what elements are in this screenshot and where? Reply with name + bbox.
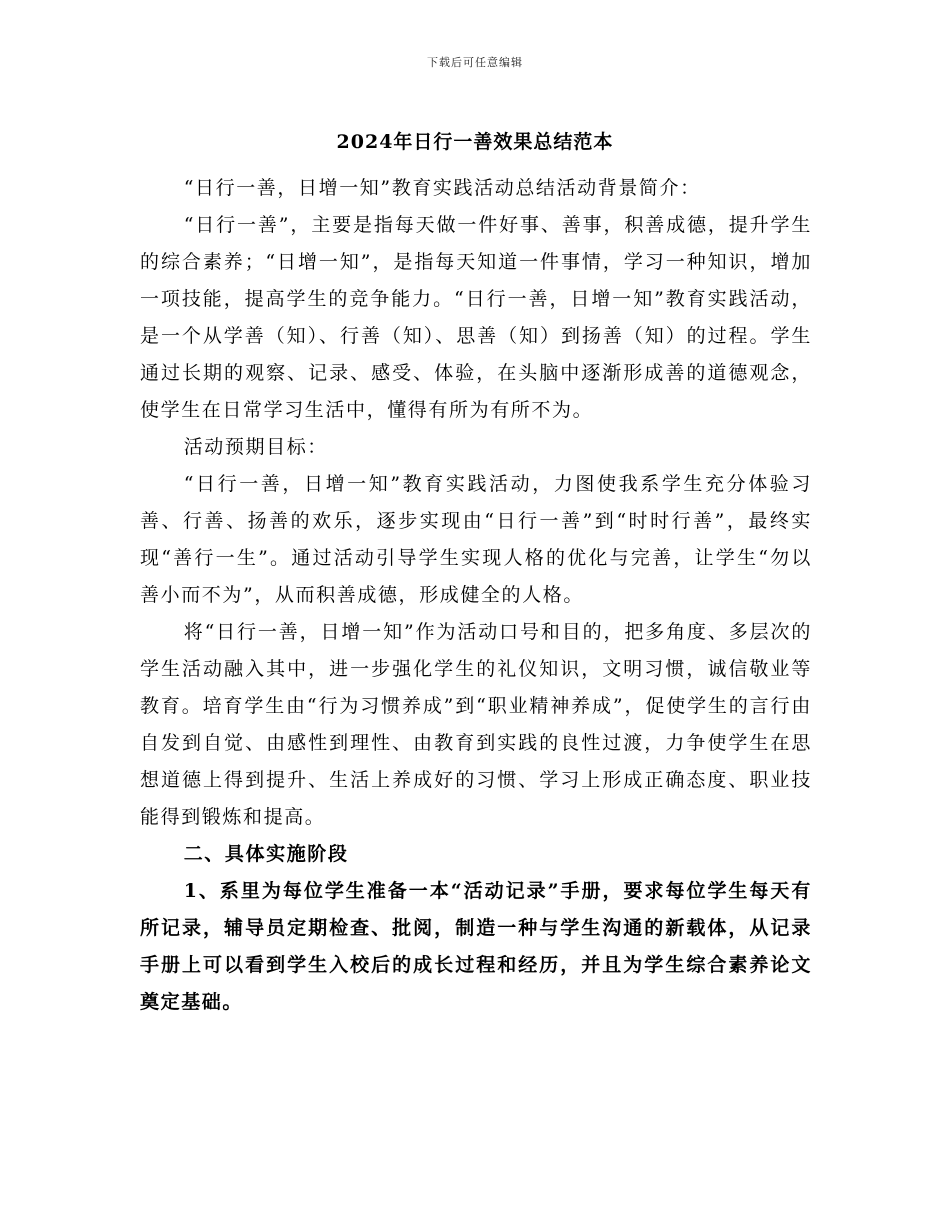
paragraph-goals-detail: “日行一善，日增一知”教育实践活动，力图使我系学生充分体验习善、行善、扬善的欢乐，逐步实现由“日行一善”到“时时行善”，最终实现“善行一生”。通过活动引导学生实现人格的优化与完善，让学生“勿以善小而不为”，从而积善成德，形成健全的人格。 (140, 473, 812, 606)
header-note: 下载后可任意编辑 (427, 56, 523, 69)
document-body (140, 170, 812, 1021)
paragraph-goals-label: 活动预期目标： (183, 436, 328, 458)
paragraph-step-one: 1、系里为每位学生准备一本“活动记录”手册，要求每位学生每天有所记录，辅导员定期检查、批阅，制造一种与学生沟通的新载体，从记录手册上可以看到学生入校后的成长过程和经历，并且为学生综合素养论文奠定基础。 (140, 880, 812, 1013)
paragraph-background-intro: “日行一善，日增一知”教育实践活动总结活动背景简介： (183, 177, 701, 199)
paragraph-background-detail: “日行一善”，主要是指每天做一件好事、善事，积善成德，提升学生的综合素养；“日增一知”，是指每天知道一件事情，学习一种知识，增加一项技能，提高学生的竞争能力。“日行一善，日增一知”教育实践活动，是一个从学善（知）、行善（知）、思善（知）到扬善（知）的过程。学生通过长期的观察、记录、感受、体验，在头脑中逐渐形成善的道德观念，使学生在日常学习生活中，懂得有所为有所不为。 (140, 214, 812, 421)
section-heading: 二、具体实施阶段 (183, 843, 349, 865)
document-title: 2024年日行一善效果总结范本 (336, 131, 614, 153)
paragraph-slogan: 将“日行一善，日增一知”作为活动口号和目的，把多角度、多层次的学生活动融入其中，进一步强化学生的礼仪知识，文明习惯，诚信敬业等教育。培育学生由“行为习惯养成”到“职业精神养成”，促使学生的言行由自发到自觉、由感性到理性、由教育到实践的良性过渡，力争使学生在思想道德上得到提升、生活上养成好的习惯、学习上形成正确态度、职业技能得到锻炼和提高。 (140, 621, 812, 828)
